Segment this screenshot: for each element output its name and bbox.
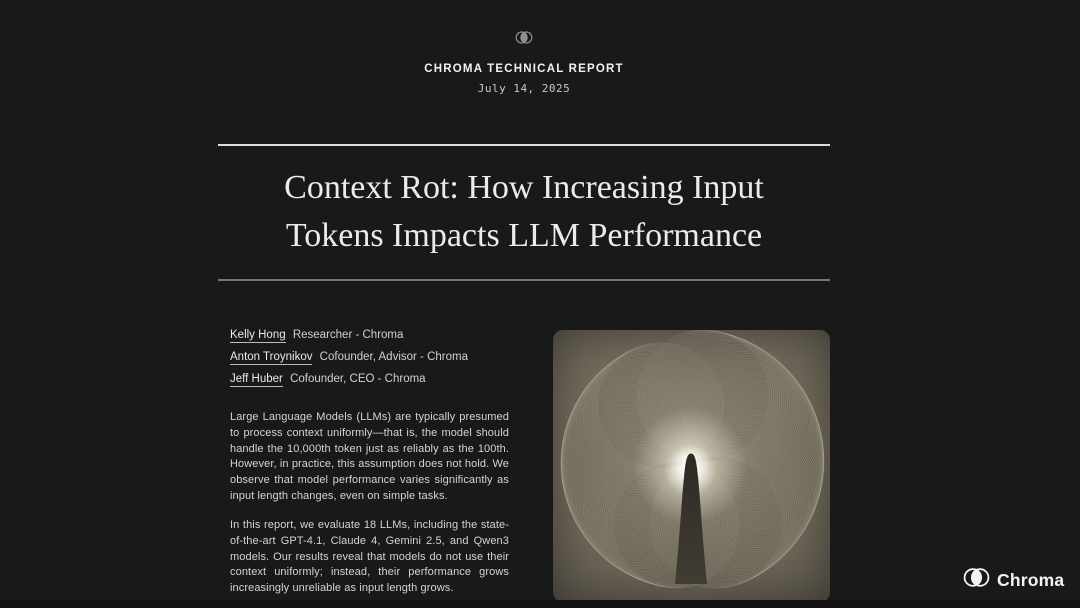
divider-top bbox=[218, 144, 830, 146]
abstract-paragraph-2: In this report, we evaluate 18 LLMs, including the state-of-the-art GPT-4.1, Claude 4, Gemini 2.5, and Qwen3 models. Our results reveal that models do not use their context uniformly; instead, their performance grows increasingly unreliable as input length grows. bbox=[230, 519, 509, 595]
generative-spirograph-art bbox=[553, 330, 830, 602]
abstract-paragraph-1: Large Language Models (LLMs) are typically presumed to process context uniformly—that is, the model should handle the 10,000th token just as reliably as the 100th. However, in practice, this assumption does not hold. We observe that model performance varies significantly as input length changes, even on simple tasks. bbox=[230, 411, 509, 502]
author-link-anton-troynikov[interactable]: Anton Troynikov bbox=[230, 351, 313, 363]
bottom-edge bbox=[0, 600, 1080, 608]
author-role: Researcher - Chroma bbox=[292, 329, 404, 341]
divider-bottom bbox=[218, 279, 830, 281]
title-line-2: Tokens Impacts LLM Performance bbox=[285, 217, 763, 254]
title-line-1: Context Rot: How Increasing Input bbox=[284, 169, 764, 206]
author-row bbox=[230, 351, 530, 373]
footer-brand[interactable] bbox=[963, 566, 1064, 594]
brand-wordmark: Chroma bbox=[997, 569, 1065, 590]
masthead bbox=[218, 30, 830, 95]
chroma-logo-icon bbox=[963, 566, 990, 594]
author-role: Cofounder, Advisor - Chroma bbox=[319, 351, 468, 363]
page-title bbox=[118, 164, 930, 260]
author-row bbox=[230, 373, 530, 395]
author-link-kelly-hong[interactable]: Kelly Hong bbox=[230, 329, 286, 341]
report-kicker: CHROMA TECHNICAL REPORT bbox=[424, 63, 624, 75]
report-date: July 14, 2025 bbox=[477, 82, 571, 95]
author-row bbox=[230, 329, 530, 351]
author-link-jeff-huber[interactable]: Jeff Huber bbox=[230, 373, 283, 385]
author-role: Cofounder, CEO - Chroma bbox=[290, 373, 426, 385]
author-list bbox=[230, 329, 530, 395]
chroma-logo-icon bbox=[514, 30, 534, 45]
